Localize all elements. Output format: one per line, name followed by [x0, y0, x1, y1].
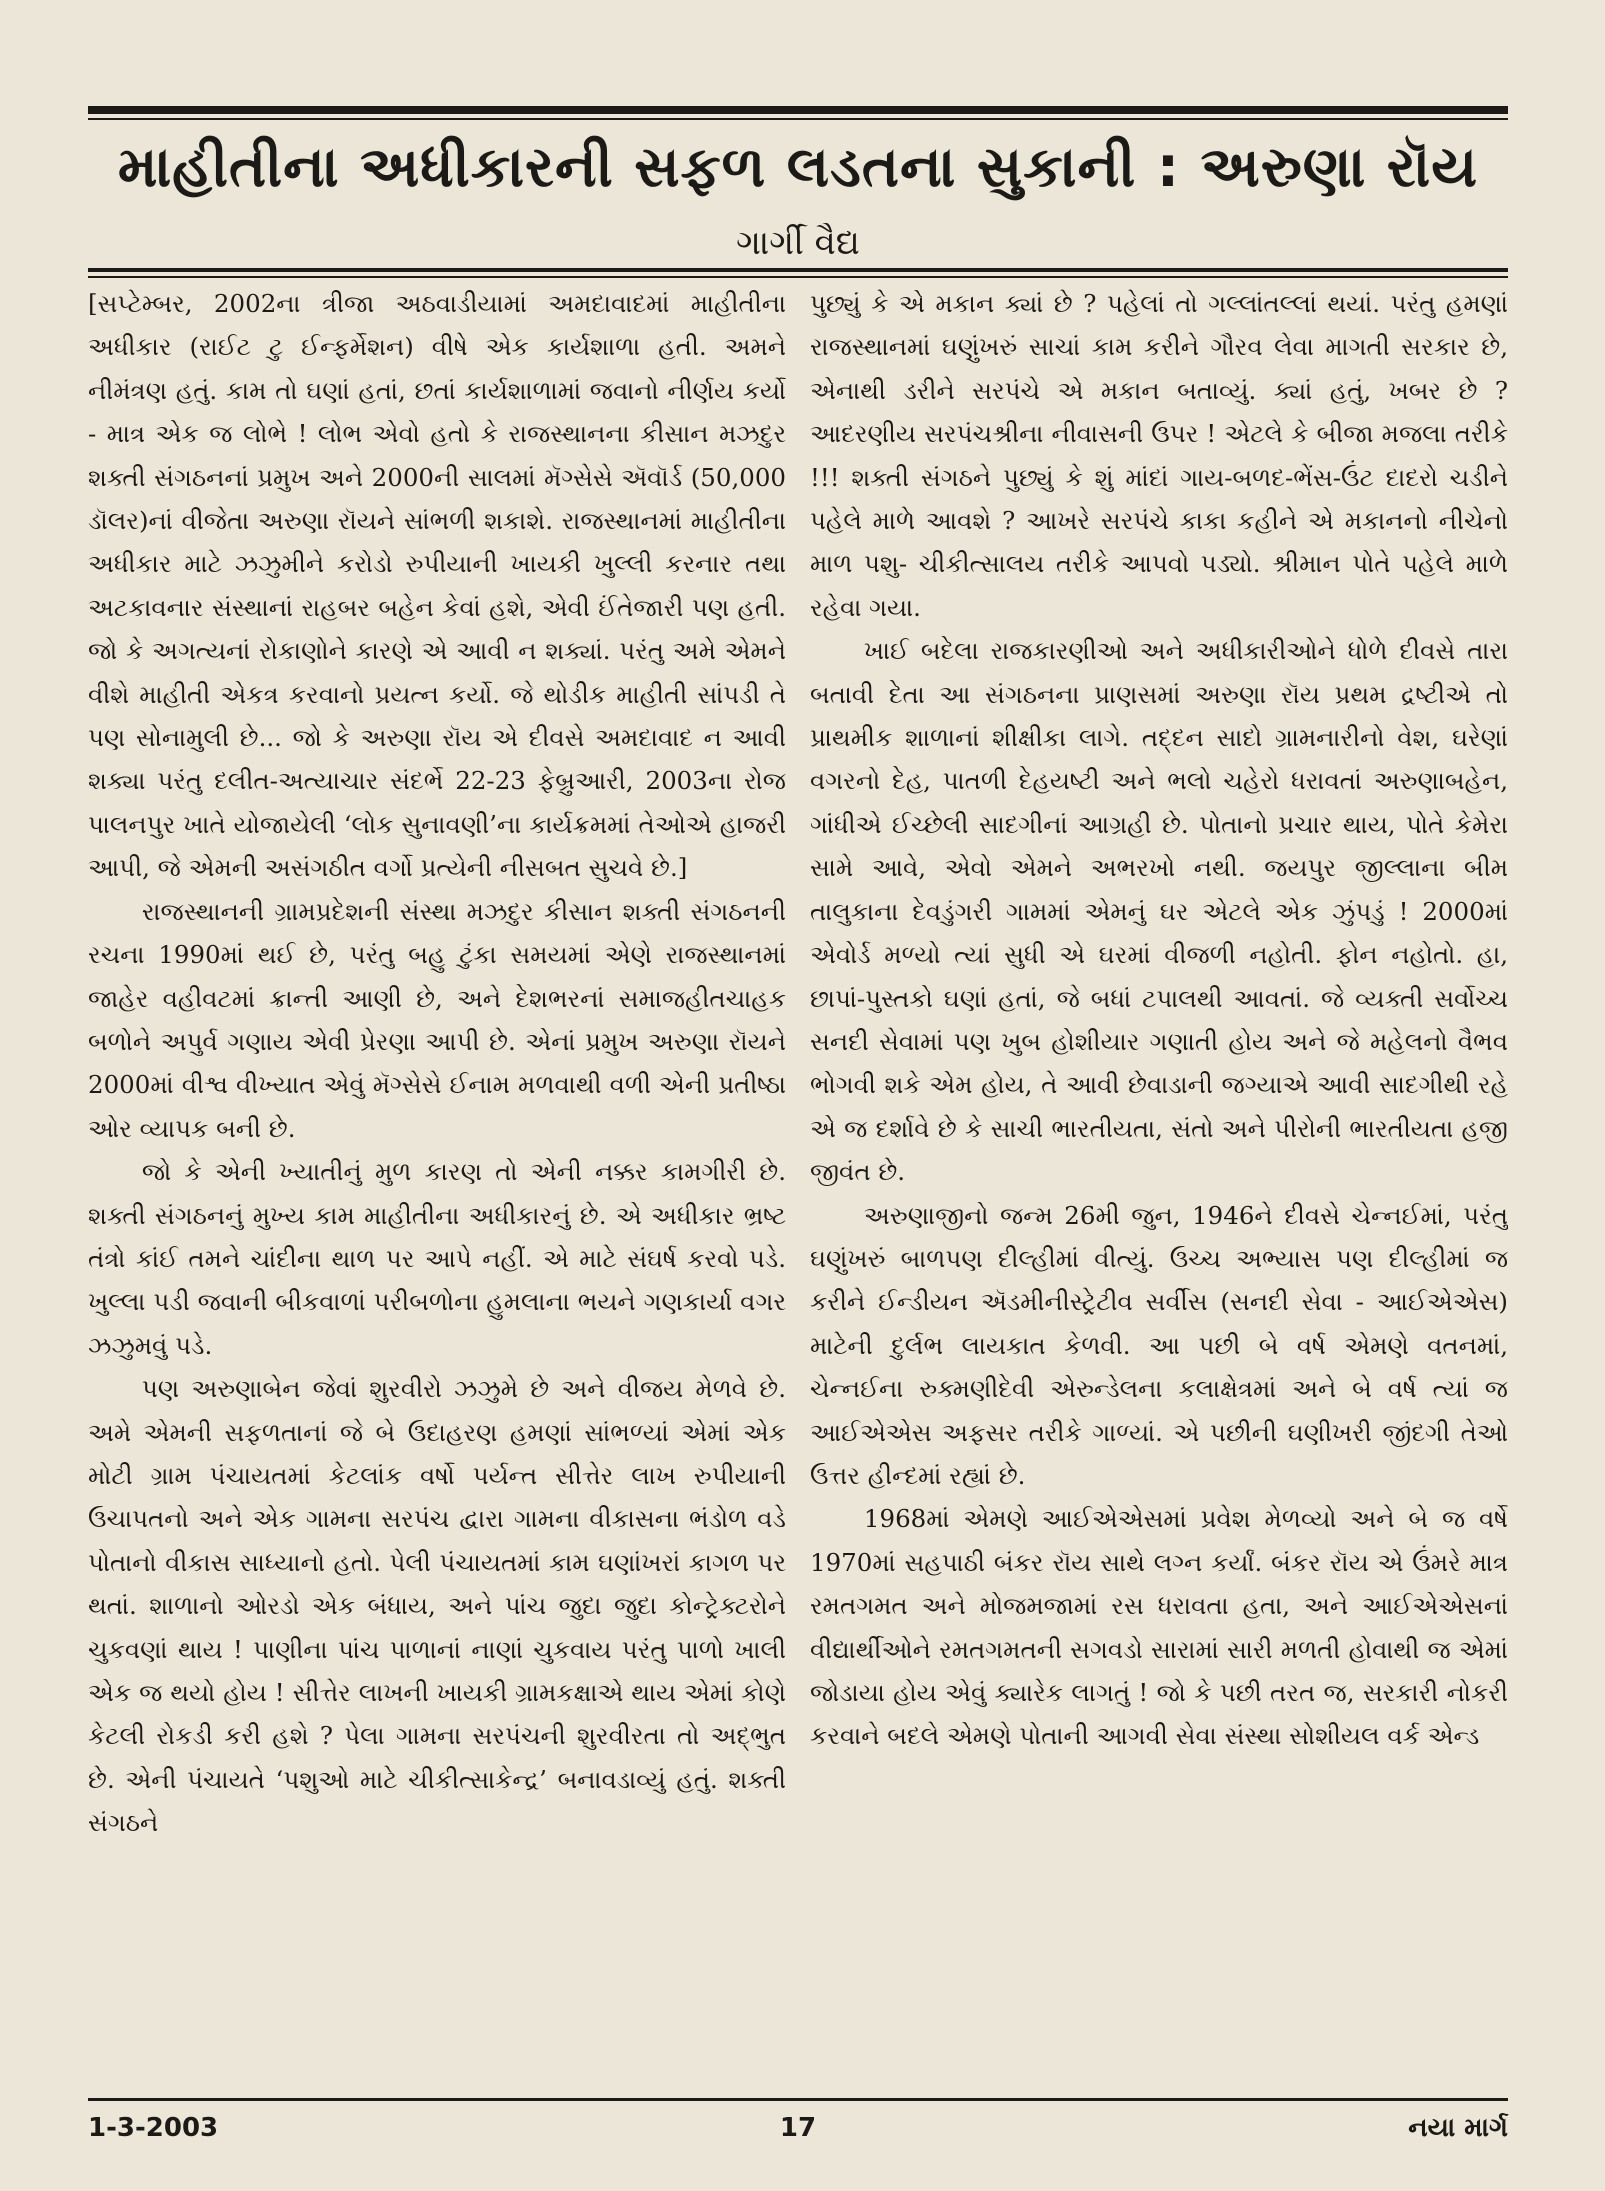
- issue-date: 1-3-2003: [88, 2113, 219, 2143]
- left-column: [88, 282, 786, 2082]
- intro-paragraph: [સપ્ટેમ્બર, 2002ના ત્રીજા અઠવાડીયામાં અમદાવાદમાં માહીતીના અધીકાર (રાઈટ ટુ ઈન્ફર્મેશન) વીષે એક કાર્યશાળા હતી. અમને નીમંત્રણ હતું. કામ તો ઘણાં હતાં, છતાં કાર્યશાળામાં જવાનો નીર્ણય કર્યો - માત્ર એક જ લોભે ! લોભ એવો હતો કે રાજસ્થાનના કીસાન મઝદુર શક્તી સંગઠનનાં પ્રમુખ અને 2000ની સાલમાં મૅગ્સેસે ઍવૉર્ડ (50,000 ડૉલર)નાં વીજેતા અરુણા રૉયને સાંભળી શકાશે. રાજસ્થાનમાં માહીતીના અધીકાર માટે ઝઝુમીને કરોડો રુપીયાની ખાયકી ખુલ્લી કરનાર તથા અટકાવનાર સંસ્થાનાં રાહબર બહેન કેવાં હશે, એવી ઈંતેજારી પણ હતી. જો કે અગત્યનાં રોકાણોને કારણે એ આવી ન શક્યાં. પરંતુ અમે એમને વીશે માહીતી એકત્ર કરવાનો પ્રયત્ન કર્યો. જે થોડીક માહીતી સાંપડી તે પણ સોનામુલી છે... જો કે અરુણા રૉય એ દીવસે અમદાવાદ ન આવી શક્યા પરંતુ દલીત-અત્યાચાર સંદર્ભે 22-23 ફેબ્રુઆરી, 2003ના રોજ પાલનપુર ખાતે યોજાયેલી ‘લોક સુનાવણી’ના કાર્યક્રમમાં તેઓએ હાજરી આપી, જે એમની અસંગઠીત વર્ગો પ્રત્યેની નીસબત સુચવે છે.]: [88, 289, 786, 883]
- page-footer: [88, 2113, 1508, 2153]
- body-paragraph: પણ અરુણાબેન જેવાં શુરવીરો ઝઝુમે છે અને વીજય મેળવે છે. અમે એમની સફળતાનાં જે બે ઉદાહરણ હમણાં સાંભળ્યાં એમાં એક મોટી ગ્રામ પંચાયતમાં કેટલાંક વર્ષો પર્યન્ત સીત્તેર લાખ રુપીયાની ઉચાપતનો અને એક ગામના સરપંચ દ્વારા ગામના વીકાસના ભંડોળ વડે પોતાનો વીકાસ સાધ્યાનો હતો. પેલી પંચાયતમાં કામ ઘણાંખરાં કાગળ પર થતાં. શાળાનો ઓરડો એક બંધાય, અને પાંચ જુદા જુદા કોન્ટ્રેક્ટરોને ચુકવણાં થાય ! પાણીના પાંચ પાળાનાં નાણાં ચુકવાય પરંતુ પાળો ખાલી એક જ થયો હોય ! સીત્તેર લાખની ખાયકી ગ્રામકક્ષાએ થાય એમાં કોણે કેટલી રોકડી કરી હશે ? પેલા ગામના સરપંચની શુરવીરતા તો અદ્ભુત છે. એની પંચાયતે ‘પશુઓ માટે ચીકીત્સાકેન્દ્ર’ બનાવડાવ્યું હતું. શક્તી સંગઠને: [88, 1374, 786, 1838]
- right-column: [810, 282, 1508, 2082]
- body-paragraph: પુછ્યું કે એ મકાન ક્યાં છે ? પહેલાં તો ગલ્લાંતલ્લાં થયાં. પરંતુ હમણાં રાજસ્થાનમાં ઘણુંખરું સાચાં કામ કરીને ગૌરવ લેવા માગતી સરકાર છે, એનાથી ડરીને સરપંચે એ મકાન બતાવ્યું. ક્યાં હતું, ખબર છે ? આદરણીય સરપંચશ્રીના નીવાસની ઉપર ! એટલે કે બીજા મજલા તરીકે !!! શક્તી સંગઠને પુછ્યું કે શું માંદાં ગાય-બળદ-ભેંસ-ઉંટ દાદરો ચડીને પહેલે માળે આવશે ? આખરે સરપંચે કાકા કહીને એ મકાનનો નીચેનો માળ પશુ- ચીકીત્સાલય તરીકે આપવો પડ્યો. શ્રીમાન પોતે પહેલે માળે રહેવા ગયા.: [810, 289, 1508, 622]
- body-paragraph: ખાઈ બદેલા રાજકારણીઓ અને અધીકારીઓને ધોળે દીવસે તારા બતાવી દેતા આ સંગઠનના પ્રાણસમાં અરુણા રૉય પ્રથમ દ્રષ્ટીએ તો પ્રાથમીક શાળાનાં શીક્ષીકા લાગે. તદ્દન સાદો ગ્રામનારીનો વેશ, ઘરેણાં વગરનો દેહ, પાતળી દેહયષ્ટી અને ભલો ચહેરો ધરાવતાં અરુણાબહેન, ગાંધીએ ઈચ્છેલી સાદગીનાં આગ્રહી છે. પોતાનો પ્રચાર થાય, પોતે કેમેરા સામે આવે, એવો એમને અભરખો નથી. જયપુર જીલ્લાના બીમ તાલુકાના દેવડુંગરી ગામમાં એમનું ઘર એટલે એક ઝુંપડું ! 2000માં એવોર્ડ મળ્યો ત્યાં સુધી એ ઘરમાં વીજળી નહોતી. ફોન નહોતો. હા, છાપાં-પુસ્તકો ઘણાં હતાં, જે બધાં ટપાલથી આવતાં. જે વ્યક્તી સર્વોચ્ચ સનદી સેવામાં પણ ખુબ હોશીયાર ગણાતી હોય અને જે મહેલનો વૈભવ ભોગવી શકે એમ હોય, તે આવી છેવાડાની જગ્યાએ આવી સાદગીથી રહે એ જ દર્શાવે છે કે સાચી ભારતીયતા, સંતો અને પીરોની ભારતીયતા હજી જીવંત છે.: [810, 636, 1508, 1187]
- magazine-name: નયા માર્ગ: [1408, 2113, 1508, 2143]
- header-rule-thin: [88, 276, 1508, 278]
- top-rule-thick: [88, 106, 1508, 114]
- footer-rule: [88, 2098, 1508, 2101]
- article-title: માહીતીના અધીકારની સફળ લડતના સુકાની : અરુણા રૉય: [117, 135, 1479, 200]
- page-number: 17: [779, 2113, 817, 2143]
- header-rule-thick: [88, 268, 1508, 272]
- body-paragraph: જો કે એની ખ્યાતીનું મુળ કારણ તો એની નક્કર કામગીરી છે. શક્તી સંગઠનનું મુખ્ય કામ માહીતીના અધીકારનું છે. એ અધીકાર ભ્રષ્ટ તંત્રો કાંઈ તમને ચાંદીના થાળ પર આપે નહીં. એ માટે સંઘર્ષ કરવો પડે. ખુલ્લા પડી જવાની બીકવાળાં પરીબળોના હુમલાના ભયને ગણકાર્યા વગર ઝઝુમવું પડે.: [88, 1157, 786, 1360]
- author-byline: ગાર્ગી વૈદ્ય: [736, 223, 860, 263]
- top-rule-thin: [88, 118, 1508, 120]
- body-paragraph: 1968માં એમણે આઈએએસમાં પ્રવેશ મેળવ્યો અને બે જ વર્ષે 1970માં સહપાઠી બંકર રૉય સાથે લગ્ન કર્યાં. બંકર રૉય એ ઉંમરે માત્ર રમતગમત અને મોજમજામાં રસ ધરાવતા હતા, અને આઈએએસનાં વીદ્યાર્થીઓને રમતગમતની સગવડો સારામાં સારી મળતી હોવાથી જ એમાં જોડાયા હોય એવું ક્યારેક લાગતું ! જો કે પછી તરત જ, સરકારી નોકરી કરવાને બદલે એમણે પોતાની આગવી સેવા સંસ્થા સોશીયલ વર્ક એન્ડ: [810, 1504, 1508, 1751]
- body-paragraph: અરુણાજીનો જન્મ 26મી જુન, 1946ને દીવસે ચેન્નઈમાં, પરંતુ ઘણુંખરું બાળપણ દીલ્હીમાં વીત્યું. ઉચ્ચ અભ્યાસ પણ દીલ્હીમાં જ કરીને ઈન્ડીયન ઍડમીનીસ્ટ્રેટીવ સર્વીસ (સનદી સેવા - આઈએએસ) માટેની દુર્લભ લાયકાત કેળવી. આ પછી બે વર્ષ એમણે વતનમાં, ચેન્નઈના રુક્મણીદેવી એરુન્ડેલના કલાક્ષેત્રમાં અને બે વર્ષ ત્યાં જ આઈએએસ અફસર તરીકે ગાળ્યાં. એ પછીની ઘણીખરી જીંદગી તેઓ ઉત્તર હીન્દમાં રહ્યાં છે.: [810, 1200, 1508, 1490]
- body-paragraph: રાજસ્થાનની ગ્રામપ્રદેશની સંસ્થા મઝદુર કીસાન શક્તી સંગઠનની રચના 1990માં થઈ છે, પરંતુ બહુ ટુંકા સમયમાં એણે રાજસ્થાનમાં જાહેર વહીવટમાં ક્રાન્તી આણી છે, અને દેશભરનાં સમાજહીતચાહક બળોને અપુર્વ ગણાય એવી પ્રેરણા આપી છે. એનાં પ્રમુખ અરુણા રૉયને 2000માં વીશ્વ વીખ્યાત એવું મૅગ્સેસે ઈનામ મળવાથી વળી એની પ્રતીષ્ઠા ઓર વ્યાપક બની છે.: [88, 896, 786, 1143]
